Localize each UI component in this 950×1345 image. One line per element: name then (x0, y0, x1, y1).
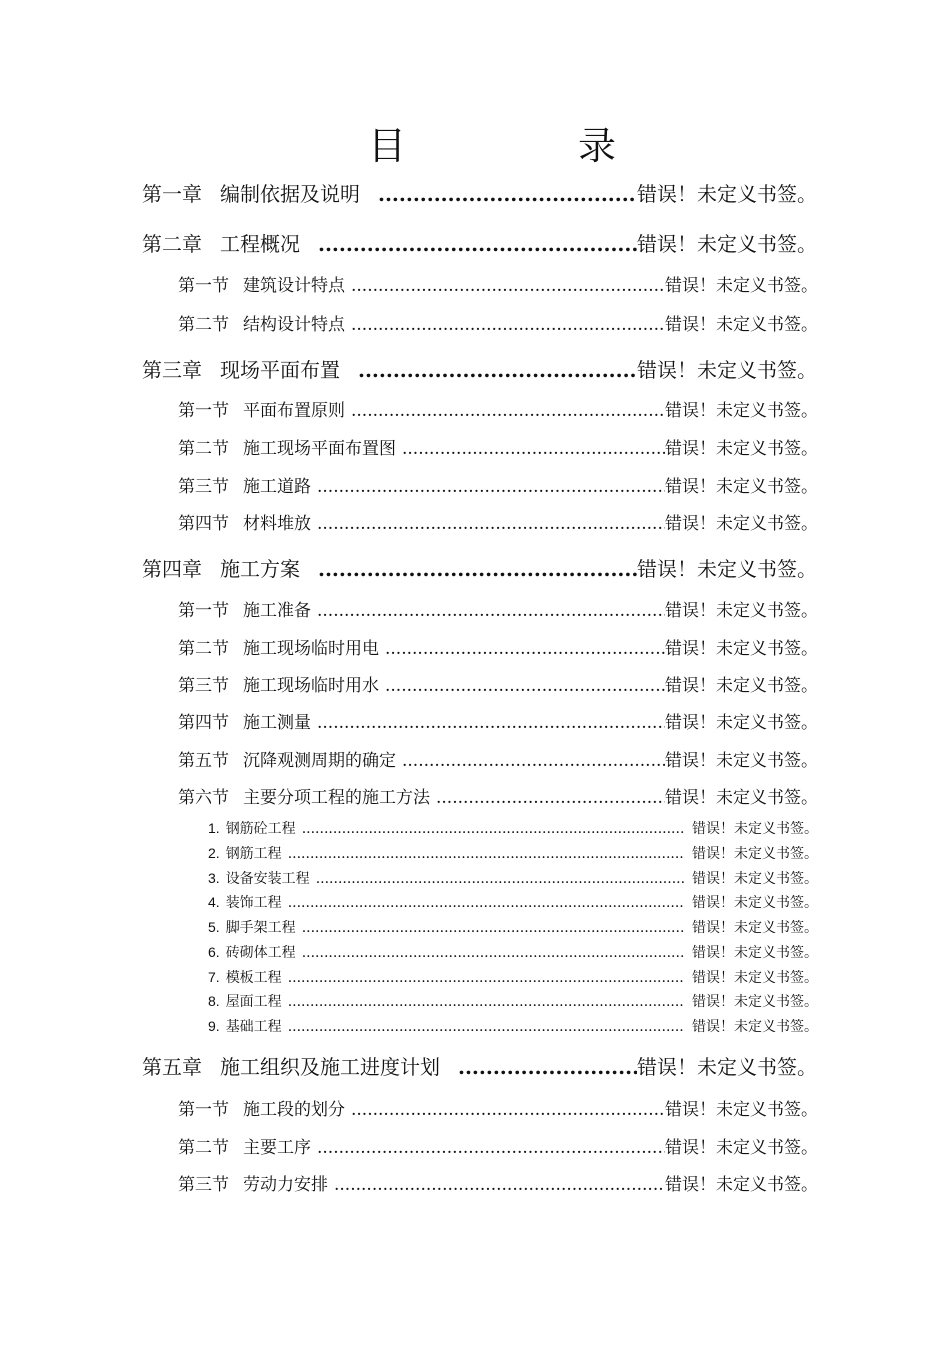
toc-entry-title: 主要工序 (243, 1138, 311, 1158)
toc-entry-title: 钢筋砼工程 (225, 821, 296, 837)
toc-entry-title: 施工现场临时用电 (243, 639, 379, 659)
toc-entry-title: 结构设计特点 (243, 315, 345, 335)
dot-leader (358, 358, 637, 380)
toc-entry[interactable] (208, 868, 818, 888)
toc-page-ref: 错误！未定义书签。 (692, 920, 818, 936)
toc-entry-number: 第五节 (178, 751, 229, 771)
toc-entry[interactable] (208, 892, 818, 912)
dot-leader (378, 182, 637, 204)
dot-leader (385, 676, 665, 695)
toc-entry-number: 第四节 (178, 713, 229, 733)
toc-entry-number: 第三节 (178, 676, 229, 696)
toc-page-ref: 错误！未定义书签。 (637, 232, 817, 256)
toc-entry[interactable] (178, 708, 818, 733)
toc-entry[interactable] (208, 1016, 818, 1036)
toc-entry-title: 建筑设计特点 (243, 276, 345, 296)
toc-entry[interactable] (178, 472, 818, 497)
toc-entry[interactable] (142, 178, 817, 207)
toc-entry-title: 施工段的划分 (243, 1100, 345, 1120)
toc-entry-number: 第一节 (178, 276, 229, 296)
toc-entry-number: 9. (208, 1018, 220, 1034)
toc-page-ref: 错误！未定义书签。 (665, 1100, 818, 1120)
toc-entry[interactable] (178, 509, 818, 534)
toc-entry[interactable] (178, 271, 818, 296)
dot-leader (318, 232, 637, 254)
toc-page-ref: 错误！未定义书签。 (665, 401, 818, 421)
dot-leader (402, 751, 665, 770)
toc-entry-number: 第二章 (142, 232, 202, 256)
toc-entry[interactable] (142, 354, 817, 383)
toc-page-ref: 错误！未定义书签。 (692, 846, 818, 862)
dot-leader (302, 945, 684, 960)
toc-page-ref: 错误！未定义书签。 (665, 439, 818, 459)
page-title (0, 118, 950, 174)
toc-entry-title: 劳动力安排 (243, 1175, 328, 1195)
dot-leader (318, 557, 637, 579)
toc-entry-title: 工程概况 (220, 232, 300, 256)
dot-leader (402, 439, 665, 458)
toc-entry[interactable] (178, 1170, 818, 1195)
toc-page-ref: 错误！未定义书签。 (665, 276, 818, 296)
toc-entry[interactable] (178, 746, 818, 771)
toc-page-ref: 错误！未定义书签。 (665, 514, 818, 534)
toc-entry[interactable] (142, 553, 817, 582)
toc-entry-title: 施工现场平面布置图 (243, 439, 396, 459)
toc-entry-title: 材料堆放 (243, 514, 311, 534)
toc-entry[interactable] (178, 783, 818, 808)
dot-leader (317, 601, 665, 620)
toc-entry-number: 第三章 (142, 358, 202, 382)
toc-entry-number: 第三节 (178, 1175, 229, 1195)
toc-entry[interactable] (208, 843, 818, 863)
toc-entry-number: 第四章 (142, 557, 202, 581)
dot-leader (351, 401, 665, 420)
toc-entry-title: 现场平面布置 (220, 358, 340, 382)
dot-leader (316, 871, 684, 886)
dot-leader (288, 895, 684, 910)
toc-entry[interactable] (178, 434, 818, 459)
dot-leader (334, 1175, 665, 1194)
toc-entry-title: 主要分项工程的施工方法 (243, 788, 430, 808)
toc-page-ref: 错误！未定义书签。 (692, 945, 818, 961)
dot-leader (385, 639, 665, 658)
dot-leader (288, 994, 684, 1009)
toc-entry-title: 脚手架工程 (225, 920, 296, 936)
toc-page-ref: 错误！未定义书签。 (665, 315, 818, 335)
toc-entry[interactable] (142, 228, 817, 257)
toc-entry-number: 第五章 (142, 1055, 202, 1079)
dot-leader (317, 514, 665, 533)
toc-page-ref: 错误！未定义书签。 (692, 994, 818, 1010)
toc-entry-title: 施工现场临时用水 (243, 676, 379, 696)
toc-entry-number: 第四节 (178, 514, 229, 534)
toc-entry[interactable] (178, 310, 818, 335)
toc-page-ref: 错误！未定义书签。 (692, 1019, 818, 1035)
toc-entry[interactable] (178, 1133, 818, 1158)
toc-entry[interactable] (178, 1095, 818, 1120)
toc-page-ref: 错误！未定义书签。 (665, 477, 818, 497)
toc-page-ref: 错误！未定义书签。 (692, 871, 818, 887)
toc-entry-number: 8. (208, 993, 220, 1009)
dot-leader (317, 713, 665, 732)
toc-entry-number: 第二节 (178, 315, 229, 335)
toc-entry-number: 第三节 (178, 477, 229, 497)
toc-page-ref: 错误！未定义书签。 (637, 557, 817, 581)
toc-entry-title: 施工测量 (243, 713, 311, 733)
toc-page-ref: 错误！未定义书签。 (637, 182, 817, 206)
toc-entry-number: 7. (208, 969, 220, 985)
toc-entry-title: 屋面工程 (225, 994, 282, 1010)
toc-page-ref: 错误！未定义书签。 (692, 895, 818, 911)
toc-entry[interactable] (178, 671, 818, 696)
toc-entry-number: 第一节 (178, 601, 229, 621)
toc-entry-number: 3. (208, 870, 220, 886)
toc-entry-title: 钢筋工程 (225, 846, 282, 862)
toc-entry-number: 第六节 (178, 788, 229, 808)
toc-entry-number: 2. (208, 845, 220, 861)
toc-entry[interactable] (208, 967, 818, 987)
toc-page-ref: 错误！未定义书签。 (665, 676, 818, 696)
toc-page-ref: 错误！未定义书签。 (692, 821, 818, 837)
toc-entry-title: 编制依据及说明 (220, 182, 360, 206)
toc-page-ref: 错误！未定义书签。 (665, 639, 818, 659)
toc-entry[interactable] (208, 991, 818, 1011)
toc-entry[interactable] (208, 942, 818, 962)
toc-page-ref: 错误！未定义书签。 (637, 1055, 817, 1079)
dot-leader (351, 315, 665, 334)
toc-page-ref: 错误！未定义书签。 (665, 713, 818, 733)
toc-entry-number: 第一节 (178, 1100, 229, 1120)
toc-page-ref: 错误！未定义书签。 (665, 751, 818, 771)
toc-entry[interactable] (178, 596, 818, 621)
toc-entry-title: 施工组织及施工进度计划 (220, 1055, 440, 1079)
dot-leader (351, 276, 665, 295)
dot-leader (317, 1138, 665, 1157)
dot-leader (302, 821, 684, 836)
toc-entry-number: 第二节 (178, 1138, 229, 1158)
toc-entry[interactable] (178, 634, 818, 659)
dot-leader (288, 846, 684, 861)
toc-entry[interactable] (208, 818, 818, 838)
toc-page-ref: 错误！未定义书签。 (692, 970, 818, 986)
toc-page-ref: 错误！未定义书签。 (637, 358, 817, 382)
dot-leader (458, 1055, 637, 1077)
dot-leader (288, 1019, 684, 1034)
toc-entry-title: 装饰工程 (225, 895, 282, 911)
dot-leader (302, 920, 684, 935)
toc-entry-title: 砖砌体工程 (225, 945, 296, 961)
dot-leader (351, 1100, 665, 1119)
toc-entry-title: 施工道路 (243, 477, 311, 497)
toc-entry-number: 6. (208, 944, 220, 960)
dot-leader (436, 788, 665, 807)
title-char-2: 录 (578, 124, 617, 168)
dot-leader (288, 970, 684, 985)
toc-entry-title: 平面布置原则 (243, 401, 345, 421)
toc-entry-title: 模板工程 (225, 970, 282, 986)
toc-entry[interactable] (178, 396, 818, 421)
toc-entry[interactable] (142, 1051, 817, 1080)
toc-entry-number: 5. (208, 919, 220, 935)
toc-entry-title: 施工准备 (243, 601, 311, 621)
toc-entry-number: 第二节 (178, 639, 229, 659)
title-char-1: 目 (368, 124, 407, 168)
toc-entry-number: 第二节 (178, 439, 229, 459)
dot-leader (317, 477, 665, 496)
toc-page-ref: 错误！未定义书签。 (665, 788, 818, 808)
toc-entry-number: 第一节 (178, 401, 229, 421)
toc-entry[interactable] (208, 917, 818, 937)
toc-page-ref: 错误！未定义书签。 (665, 1138, 818, 1158)
toc-entry-number: 第一章 (142, 182, 202, 206)
toc-page-ref: 错误！未定义书签。 (665, 601, 818, 621)
toc-entry-title: 设备安装工程 (225, 871, 310, 887)
toc-entry-title: 沉降观测周期的确定 (243, 751, 396, 771)
toc-entry-number: 4. (208, 894, 220, 910)
toc-entry-title: 施工方案 (220, 557, 300, 581)
toc-page-ref: 错误！未定义书签。 (665, 1175, 818, 1195)
toc-entry-title: 基础工程 (225, 1019, 282, 1035)
toc-entry-number: 1. (208, 820, 220, 836)
